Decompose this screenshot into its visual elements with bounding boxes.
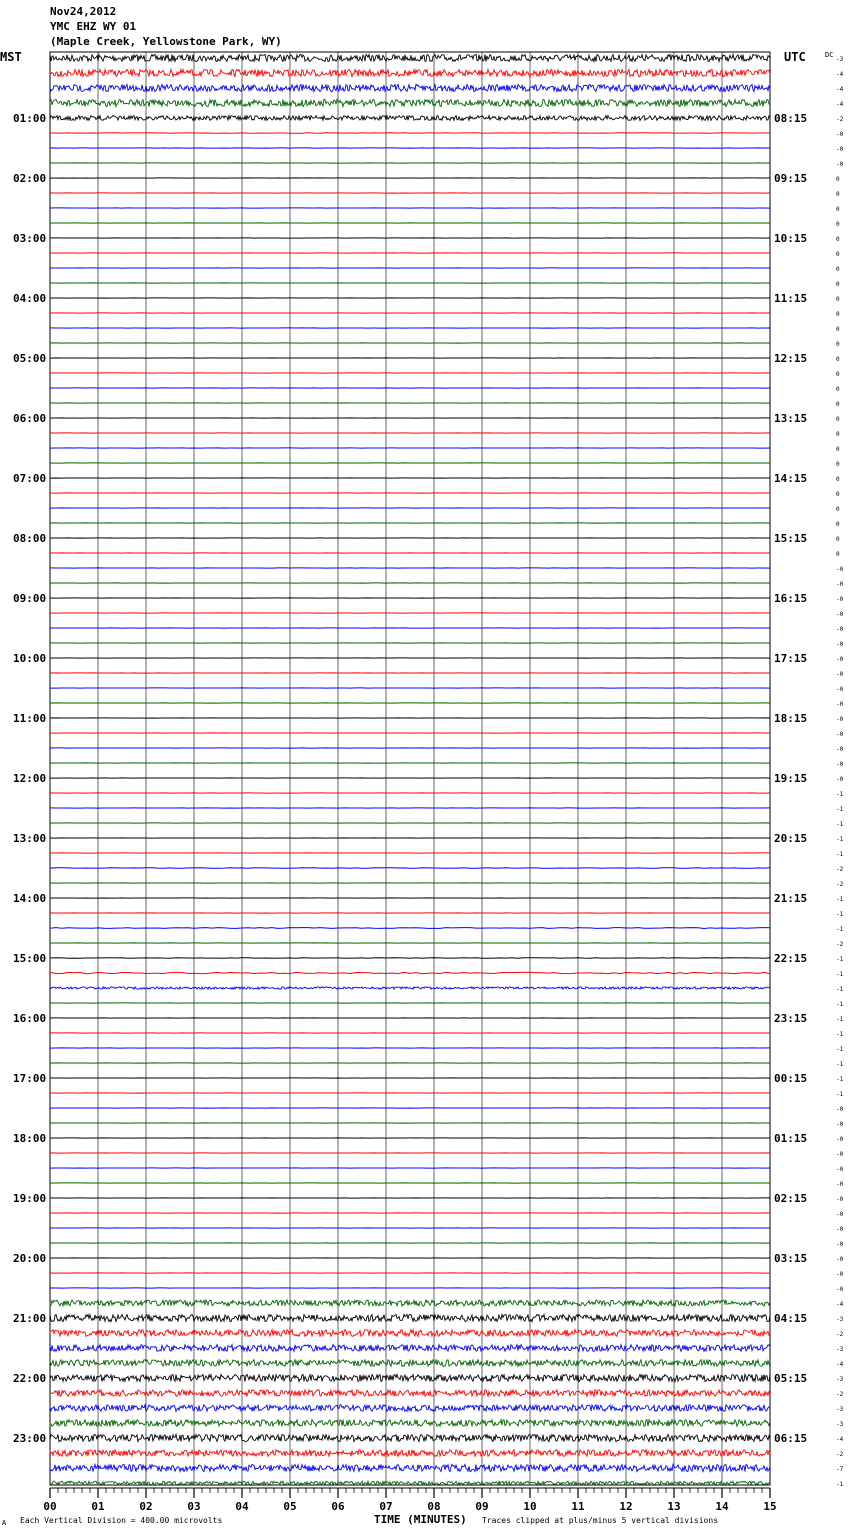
dc-offset-label: -0 — [836, 146, 844, 153]
dc-offset-label: -0 — [836, 1181, 844, 1188]
x-tick-label: 02 — [139, 1500, 153, 1513]
seismic-trace — [50, 928, 770, 929]
dc-offset-label: -1 — [836, 956, 844, 963]
dc-offset-label: -0 — [836, 1241, 844, 1248]
dc-offset-label: -3 — [836, 1376, 844, 1383]
dc-offset-label: -2 — [836, 1331, 844, 1338]
seismic-trace — [50, 1314, 770, 1321]
utc-hour-label: 22:15 — [774, 952, 808, 965]
location-label: (Maple Creek, Yellowstone Park, WY) — [50, 35, 282, 48]
utc-hour-label: 19:15 — [774, 772, 808, 785]
dc-offset-label: -1 — [836, 836, 844, 843]
seismic-trace — [50, 1374, 770, 1381]
dc-offset-label: -1 — [836, 926, 844, 933]
x-tick-label: 07 — [379, 1500, 393, 1513]
utc-hour-label: 08:15 — [774, 112, 808, 125]
dc-offset-label: -0 — [836, 1256, 844, 1263]
mst-hour-label: 07:00 — [13, 472, 47, 485]
dc-offset-label: -0 — [836, 1136, 844, 1143]
mst-axis-title: MST — [0, 50, 22, 64]
dc-offset-label: -1 — [836, 1046, 844, 1053]
dc-offset-label: -4 — [836, 1436, 844, 1443]
dc-offset-label: -2 — [836, 1391, 844, 1398]
dc-offset-label: -0 — [836, 161, 844, 168]
dc-offset-label: -1 — [836, 851, 844, 858]
seismic-trace — [50, 1300, 770, 1306]
dc-offset-label: 0 — [836, 386, 840, 393]
date-label: Nov24,2012 — [50, 5, 117, 18]
dc-offset-label: 0 — [836, 371, 840, 378]
seismic-trace — [50, 1330, 770, 1337]
mst-hour-label: 03:00 — [13, 232, 47, 245]
dc-offset-label: 0 — [836, 521, 840, 528]
dc-offset-label: 0 — [836, 446, 840, 453]
dc-offset-label: -0 — [836, 1271, 844, 1278]
x-tick-label: 04 — [235, 1500, 249, 1513]
x-tick-label: 10 — [523, 1500, 537, 1513]
seismic-trace — [50, 987, 770, 989]
dc-offset-label: -1 — [836, 1481, 844, 1488]
dc-offset-label: -1 — [836, 821, 844, 828]
utc-hour-label: 13:15 — [774, 412, 808, 425]
mst-hour-label: 13:00 — [13, 832, 47, 845]
dc-offset-label: -4 — [836, 71, 844, 78]
x-tick-label: 14 — [715, 1500, 729, 1513]
dc-offset-label: -1 — [836, 896, 844, 903]
dc-offset-label: -0 — [836, 611, 844, 618]
dc-offset-label: 0 — [836, 491, 840, 498]
mst-hour-label: 15:00 — [13, 952, 47, 965]
station-label: YMC EHZ WY 01 — [50, 20, 137, 33]
dc-offset-label: 0 — [836, 506, 840, 513]
dc-offset-label: -4 — [836, 86, 844, 93]
utc-hour-label: 05:15 — [774, 1372, 808, 1385]
dc-offset-label: -2 — [836, 941, 844, 948]
mst-hour-label: 17:00 — [13, 1072, 47, 1085]
dc-offset-label: -0 — [836, 1226, 844, 1233]
dc-offset-label: -0 — [836, 1211, 844, 1218]
utc-hour-label: 01:15 — [774, 1132, 808, 1145]
dc-offset-label: -1 — [836, 1076, 844, 1083]
x-tick-label: 08 — [427, 1500, 441, 1513]
seismic-trace — [50, 84, 770, 91]
dc-offset-label: -7 — [836, 1466, 844, 1473]
seismic-trace — [50, 1405, 770, 1412]
dc-offset-label: -1 — [836, 971, 844, 978]
dc-offset-label: -0 — [836, 716, 844, 723]
dc-offset-label: 0 — [836, 266, 840, 273]
mst-hour-label: 10:00 — [13, 652, 47, 665]
dc-offset-label: -0 — [836, 1151, 844, 1158]
dc-offset-label: 0 — [836, 206, 840, 213]
mst-hour-label: 04:00 — [13, 292, 47, 305]
dc-offset-label: 0 — [836, 326, 840, 333]
scale-note: Each Vertical Division = 400.00 microvolts — [20, 1516, 223, 1525]
dc-offset-label: -0 — [836, 746, 844, 753]
mst-hour-label: 20:00 — [13, 1252, 47, 1265]
utc-hour-label: 18:15 — [774, 712, 808, 725]
dc-offset-label: -1 — [836, 1061, 844, 1068]
dc-offset-label: -3 — [836, 1346, 844, 1353]
grid — [50, 52, 770, 1485]
seismic-trace — [50, 99, 770, 106]
seismic-trace — [50, 1360, 770, 1367]
mst-hour-label: 05:00 — [13, 352, 47, 365]
x-tick-label: 09 — [475, 1500, 489, 1513]
x-tick-label: 03 — [187, 1500, 201, 1513]
seismic-trace — [50, 972, 770, 973]
dc-offset-label: -4 — [836, 1301, 844, 1308]
mst-hour-label: 19:00 — [13, 1192, 47, 1205]
x-tick-label: 01 — [91, 1500, 105, 1513]
utc-hour-label: 16:15 — [774, 592, 808, 605]
x-tick-label: 06 — [331, 1500, 345, 1513]
dc-offset-label: -0 — [836, 686, 844, 693]
utc-hour-label: 21:15 — [774, 892, 808, 905]
mst-hour-label: 22:00 — [13, 1372, 47, 1385]
dc-label: DC — [825, 51, 834, 59]
x-tick-label: 12 — [619, 1500, 633, 1513]
dc-offset-label: -3 — [836, 56, 844, 63]
dc-offset-label: -1 — [836, 911, 844, 918]
dc-offset-label: -1 — [836, 806, 844, 813]
x-tick-label: 13 — [667, 1500, 681, 1513]
dc-offset-label: -3 — [836, 1316, 844, 1323]
dc-offset-label: -0 — [836, 731, 844, 738]
seismic-trace — [50, 1434, 770, 1441]
seismic-trace — [50, 1345, 770, 1352]
dc-offset-label: 0 — [836, 401, 840, 408]
dc-offset-label: -4 — [836, 1361, 844, 1368]
utc-hour-label: 14:15 — [774, 472, 808, 485]
mst-hour-label: 14:00 — [13, 892, 47, 905]
seismic-trace — [50, 54, 770, 61]
dc-offset-label: 0 — [836, 536, 840, 543]
mst-hour-label: 12:00 — [13, 772, 47, 785]
dc-offset-label: -1 — [836, 791, 844, 798]
utc-hour-label: 15:15 — [774, 532, 808, 545]
utc-hour-label: 23:15 — [774, 1012, 808, 1025]
mst-hour-label: 09:00 — [13, 592, 47, 605]
dc-offset-label: -0 — [836, 1121, 844, 1128]
dc-offset-label: -4 — [836, 101, 844, 108]
dc-offset-label: 0 — [836, 356, 840, 363]
dc-offset-label: -1 — [836, 1001, 844, 1008]
dc-offset-label: 0 — [836, 191, 840, 198]
mst-hour-label: 11:00 — [13, 712, 47, 725]
dc-offset-label: -0 — [836, 641, 844, 648]
utc-axis-title: UTC — [784, 50, 806, 64]
dc-offset-label: -0 — [836, 1196, 844, 1203]
dc-offset-label: 0 — [836, 251, 840, 258]
dc-offset-label: 0 — [836, 221, 840, 228]
mst-hour-label: 06:00 — [13, 412, 47, 425]
seismic-trace — [50, 1390, 770, 1397]
dc-offset-label: -1 — [836, 1016, 844, 1023]
seismic-trace — [50, 1464, 770, 1471]
seismic-trace — [50, 69, 770, 76]
utc-hour-label: 09:15 — [774, 172, 808, 185]
x-tick-label: 05 — [283, 1500, 297, 1513]
dc-offset-label: -2 — [836, 1451, 844, 1458]
mst-hour-label: 01:00 — [13, 112, 47, 125]
seismic-trace — [50, 1420, 770, 1427]
labels — [13, 56, 844, 1513]
dc-offset-label: -0 — [836, 1166, 844, 1173]
dc-offset-label: -0 — [836, 581, 844, 588]
utc-hour-label: 17:15 — [774, 652, 808, 665]
dc-offset-label: -2 — [836, 881, 844, 888]
dc-offset-label: -2 — [836, 866, 844, 873]
dc-offset-label: -0 — [836, 776, 844, 783]
dc-offset-label: -0 — [836, 761, 844, 768]
utc-hour-label: 20:15 — [774, 832, 808, 845]
seismic-trace — [50, 1481, 770, 1485]
dc-offset-label: 0 — [836, 431, 840, 438]
seismic-trace — [50, 868, 770, 869]
dc-offset-label: 0 — [836, 476, 840, 483]
dc-offset-label: -3 — [836, 1406, 844, 1413]
utc-hour-label: 02:15 — [774, 1192, 808, 1205]
dc-offset-label: 0 — [836, 236, 840, 243]
utc-hour-label: 00:15 — [774, 1072, 808, 1085]
dc-offset-label: -0 — [836, 596, 844, 603]
dc-offset-label: 0 — [836, 311, 840, 318]
mst-hour-label: 02:00 — [13, 172, 47, 185]
mst-hour-label: 21:00 — [13, 1312, 47, 1325]
seismic-trace — [50, 1450, 770, 1457]
dc-offset-label: -3 — [836, 1421, 844, 1428]
dc-offset-label: 0 — [836, 461, 840, 468]
dc-offset-label: -0 — [836, 566, 844, 573]
dc-offset-label: 0 — [836, 551, 840, 558]
mst-hour-label: 23:00 — [13, 1432, 47, 1445]
seismic-trace — [50, 116, 770, 121]
dc-offset-label: -0 — [836, 701, 844, 708]
dc-offset-label: -0 — [836, 1286, 844, 1293]
dc-offset-label: -2 — [836, 116, 844, 123]
traces — [50, 54, 770, 1484]
dc-offset-label: -0 — [836, 656, 844, 663]
dc-offset-label: -1 — [836, 1031, 844, 1038]
seismic-trace — [50, 958, 770, 959]
mst-hour-label: 18:00 — [13, 1132, 47, 1145]
utc-hour-label: 11:15 — [774, 292, 808, 305]
x-tick-label: 11 — [571, 1500, 585, 1513]
utc-hour-label: 10:15 — [774, 232, 808, 245]
x-tick-label: 15 — [763, 1500, 777, 1513]
dc-offset-label: -0 — [836, 131, 844, 138]
corner-mark: A — [2, 1519, 7, 1527]
plot-frame — [50, 52, 770, 1485]
dc-offset-label: -1 — [836, 986, 844, 993]
dc-offset-label: -0 — [836, 1106, 844, 1113]
dc-offset-label: -0 — [836, 626, 844, 633]
dc-offset-label: 0 — [836, 176, 840, 183]
x-tick-label: 00 — [43, 1500, 57, 1513]
mst-hour-label: 16:00 — [13, 1012, 47, 1025]
dc-offset-label: 0 — [836, 296, 840, 303]
clip-note: Traces clipped at plus/minus 5 vertical divisions — [482, 1516, 719, 1525]
utc-hour-label: 04:15 — [774, 1312, 808, 1325]
dc-offset-label: -1 — [836, 1091, 844, 1098]
dc-offset-label: 0 — [836, 416, 840, 423]
mst-hour-label: 08:00 — [13, 532, 47, 545]
x-axis-title: TIME (MINUTES) — [374, 1513, 467, 1526]
utc-hour-label: 12:15 — [774, 352, 808, 365]
dc-offset-label: 0 — [836, 281, 840, 288]
utc-hour-label: 03:15 — [774, 1252, 808, 1265]
utc-hour-label: 06:15 — [774, 1432, 808, 1445]
dc-offset-label: -0 — [836, 671, 844, 678]
dc-offset-label: 0 — [836, 341, 840, 348]
